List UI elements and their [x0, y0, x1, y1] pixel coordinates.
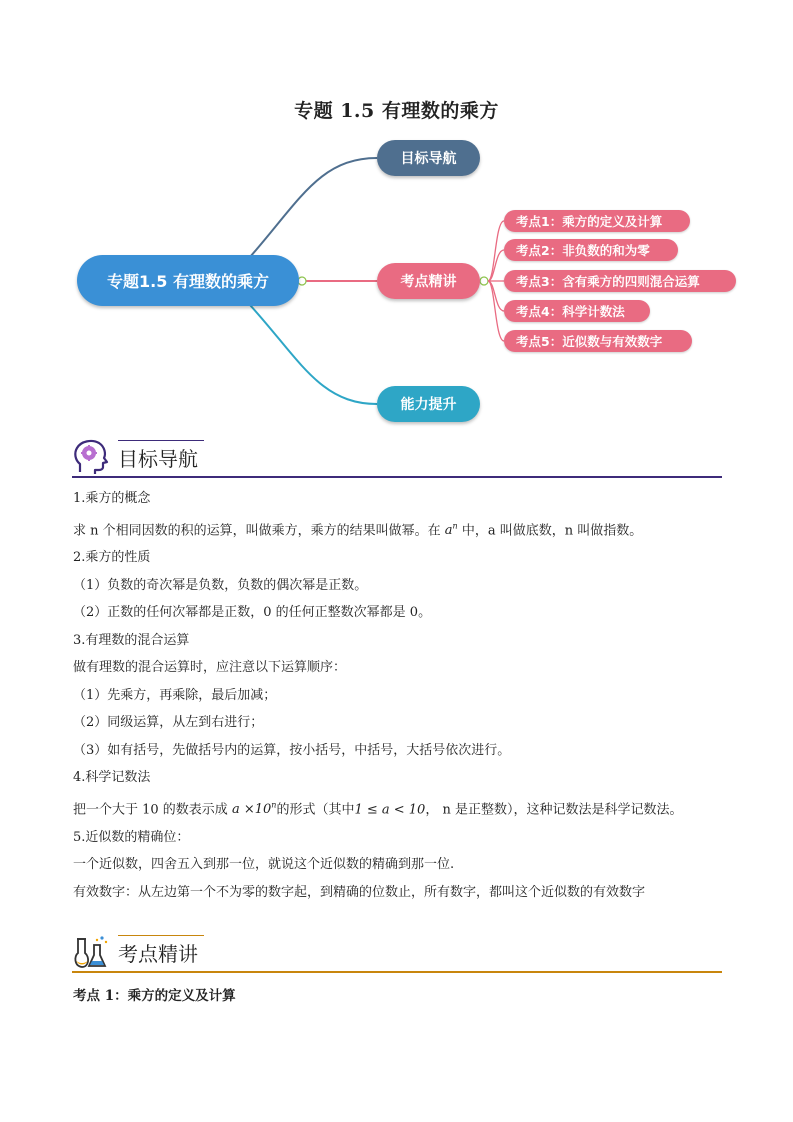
connector-root-goal	[250, 158, 377, 257]
text-span: ， n 是正整数），这种记数法是科学记数法。	[425, 802, 683, 818]
connector-leaf-5	[488, 281, 504, 341]
math-exponent: n	[271, 800, 277, 810]
para-order-1: （1）先乘方，再乘除，最后加减；	[73, 687, 277, 703]
page-title: 专题 1.5 有理数的乘方	[294, 100, 499, 122]
para-order-2: （2）同级运算，从左到右进行；	[73, 715, 264, 731]
text-span: 的形式（其中	[276, 802, 355, 818]
math-a-power-n	[445, 523, 458, 538]
heading-mixed-operations: 3.有理数的混合运算	[73, 632, 190, 648]
mindmap-root-node: 专题1.5 有理数的乘方	[77, 255, 299, 306]
section-points-heading: 考点精讲	[118, 942, 198, 966]
para-power-concept	[73, 513, 733, 545]
para-operation-order: 做有理数的混合运算时，应注意以下运算顺序：	[73, 660, 347, 676]
mindmap-leaf-4: 考点4：科学计数法	[504, 300, 650, 322]
section-points-header	[72, 933, 722, 973]
para-property-2: （2）正数的任何次幂都是正数，0 的任何正整数次幂都是 0。	[73, 605, 432, 621]
heading-power-concept: 1.乘方的概念	[73, 491, 151, 506]
mindmap-leaf-2: 考点2：非负数的和为零	[504, 239, 678, 261]
connector-dot-root	[298, 277, 306, 285]
para-scientific-notation	[73, 792, 733, 824]
section-points-underline	[72, 971, 722, 973]
text-span: 求 n 个相同因数的积的运算，叫做乘方，乘方的结果叫做幂。在	[73, 522, 445, 538]
math-range: 1 ≤ a < 10	[354, 802, 426, 818]
mindmap-leaf-1: 考点1：乘方的定义及计算	[504, 210, 690, 232]
mindmap-branch-points: 考点精讲	[377, 263, 480, 299]
math-base: a	[444, 522, 453, 538]
section-goal-heading: 目标导航	[118, 447, 198, 471]
para-order-3: （3）如有括号，先做括号内的运算，按小括号，中括号，大括号依次进行。	[73, 742, 511, 758]
para-property-1: （1）负数的奇次幂是负数，负数的偶次幂是正数。	[73, 577, 368, 593]
math-exponent: n	[452, 521, 458, 531]
head-brain-icon	[72, 438, 110, 476]
mindmap-leaf-3: 考点3：含有乘方的四则混合运算	[504, 270, 736, 292]
section-goal-content	[73, 485, 733, 906]
section-points-topline	[118, 935, 204, 936]
heading-approximate-precision: 5.近似数的精确位：	[73, 829, 190, 845]
lab-flask-icon	[72, 933, 110, 971]
text-span: 中，a 叫做底数，n 叫做指数。	[457, 522, 643, 538]
math-a-times-ten-n	[232, 802, 276, 817]
section-goal-header	[72, 438, 722, 478]
heading-power-properties: 2.乘方的性质	[73, 550, 151, 566]
para-significant-digits: 有效数字：从左边第一个不为零的数字起，到精确的位数止，所有数字，都叫这个近似数的有效数字	[73, 884, 646, 900]
connector-root-ability	[250, 305, 377, 404]
mindmap-branch-ability: 能力提升	[377, 386, 480, 422]
text-span: 把一个大于 10 的数表示成	[73, 802, 232, 818]
connector-dot-points	[480, 277, 488, 285]
heading-scientific-notation: 4.科学记数法	[73, 770, 151, 786]
para-approximate: 一个近似数，四舍五入到那一位，就说这个近似数的精确到那一位.	[73, 857, 455, 873]
section-goal-underline	[72, 476, 722, 478]
mindmap-branch-goal: 目标导航	[377, 140, 480, 176]
mindmap-leaf-5: 考点5：近似数与有效数字	[504, 330, 692, 352]
math-base: a ×10	[231, 802, 272, 818]
point-1-title: 考点 1：乘方的定义及计算	[73, 988, 236, 1004]
section-goal-topline	[118, 440, 204, 441]
